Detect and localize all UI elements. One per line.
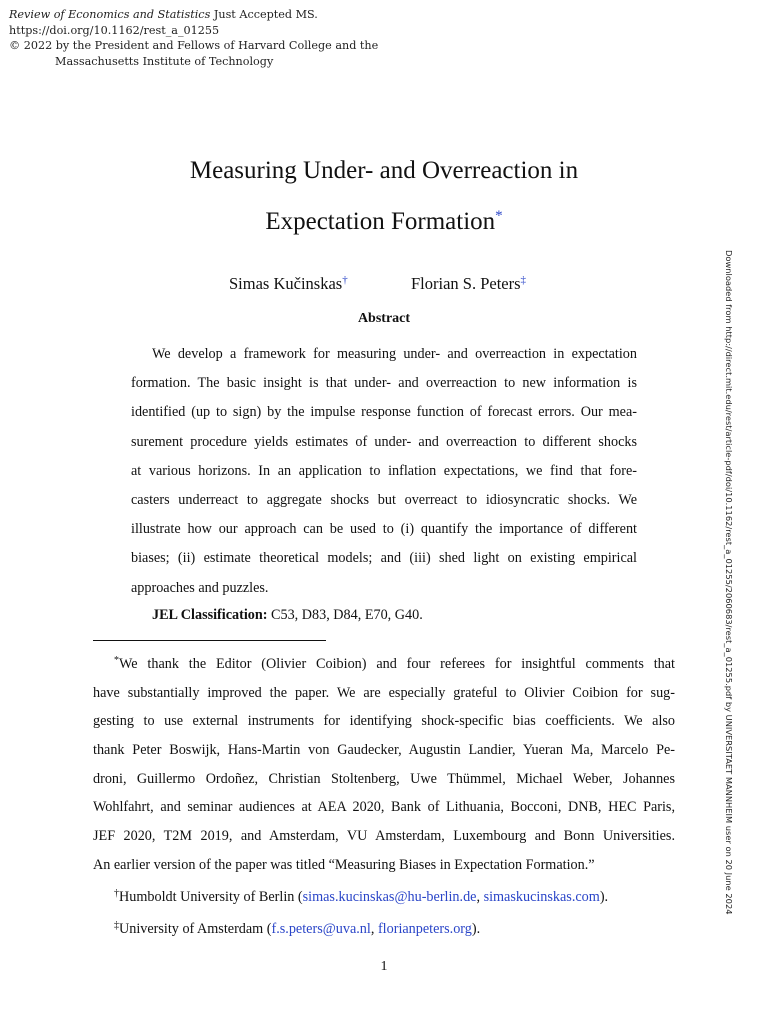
footnote-line: droni, Guillermo Ordoñez, Christian Stoltenberg, Uwe Thümmel, Michael Weber, Johannes	[93, 770, 675, 787]
author-footnote-mark[interactable]: ‡	[520, 274, 527, 286]
website-link[interactable]: simaskucinskas.com	[483, 889, 600, 905]
affiliation-2	[114, 919, 480, 939]
doi-link[interactable]: https://doi.org/10.1162/rest_a_01255	[9, 23, 220, 37]
footnote-line: thank Peter Boswijk, Hans-Martin von Gaudecker, Augustin Landier, Yueran Ma, Marcelo Pe-	[93, 742, 675, 759]
separator: ,	[370, 921, 378, 937]
abstract-line: We develop a framework for measuring under- and overreaction in expectation	[152, 346, 637, 362]
abstract-line: casters underreact to aggregate shocks but overreact to idiosyncratic shocks. We	[131, 491, 637, 508]
affiliation-institution: Humboldt University of Berlin (	[119, 889, 303, 905]
author-name: Florian S. Peters	[411, 274, 521, 293]
manuscript-status: Just Accepted MS.	[213, 8, 318, 21]
abstract-body	[131, 340, 637, 603]
separator: ,	[476, 889, 484, 905]
footnote-line: JEF 2020, T2M 2019, and Amsterdam, VU Amsterdam, Luxembourg and Bonn Universities.	[93, 828, 675, 845]
affiliation-institution: University of Amsterdam (	[119, 921, 272, 937]
jel-label: JEL Classification:	[152, 607, 268, 623]
footnote-line-text: We thank the Editor (Olivier Coibion) and four referees for insightful comments that	[119, 656, 675, 672]
journal-name: Review of Economics and Statistics	[9, 8, 211, 21]
copyright-line-1: © 2022 by the President and Fellows of Harvard College and the	[9, 39, 379, 52]
footnote-line: gesting to use external instruments for identifying shock-specific bias coefficients. We also	[93, 713, 675, 730]
footnote-line: Wohlfahrt, and seminar audiences at AEA 2020, Bank of Lithuania, Bocconi, DNB, HEC Paris,	[93, 799, 675, 816]
page-number: 1	[380, 959, 388, 974]
abstract-heading: Abstract	[357, 311, 411, 326]
copyright-line-2: Massachusetts Institute of Technology	[55, 54, 274, 68]
author-2	[411, 273, 526, 295]
abstract-line: at various horizons. In an application to inflation expectations, we find that fore-	[131, 462, 637, 479]
download-watermark-text: Downloaded from http://direct.mit.edu/rest/article-pdf/doi/10.1162/rest_a_01255/2060683/rest_a_01255.pdf by UNIVERSITAET MANNHEIM user on 20 June 2024	[724, 250, 734, 915]
affiliation-mark: †	[114, 888, 119, 899]
author-name: Simas Kučinskas	[229, 274, 343, 293]
footnote-mark: *	[114, 655, 119, 666]
footnote-line: have substantially improved the paper. We are especially grateful to Olivier Coibion for sug-	[93, 684, 675, 701]
jel-codes: C53, D83, D84, E70, G40.	[271, 607, 423, 623]
abstract-line: biases; (ii) estimate theoretical models; and (iii) shed light on existing empirical	[131, 550, 637, 567]
closing: ).	[599, 889, 609, 905]
abstract-line: approaches and puzzles.	[131, 579, 269, 596]
abstract-line: formation. The basic insight is that under- and overreaction to new information is	[131, 375, 637, 392]
paper-title-line-1: Measuring Under- and Overreaction in	[189, 157, 579, 184]
author-footnote-mark[interactable]: †	[342, 274, 348, 286]
abstract-line: identified (up to sign) by the impulse response function of forecast errors. Our mea-	[131, 404, 637, 421]
jel-classification	[152, 605, 423, 625]
website-link[interactable]: florianpeters.org	[377, 921, 472, 937]
email-link[interactable]: f.s.peters@uva.nl	[271, 921, 371, 937]
paper-title-text: Expectation Formation	[265, 208, 496, 235]
footnote-divider	[93, 640, 326, 641]
author-1	[229, 273, 348, 295]
journal-line	[9, 7, 378, 23]
journal-header	[9, 7, 378, 69]
abstract-line: surement procedure yields estimates of under- and overreaction to different shocks	[131, 433, 637, 450]
download-watermark	[724, 250, 747, 915]
footnote-line	[93, 650, 675, 679]
affiliation-mark: ‡	[114, 920, 119, 931]
acknowledgement-footnote	[93, 650, 675, 880]
abstract-line: illustrate how our approach can be used to (i) quantify the importance of different	[131, 521, 637, 538]
affiliation-1	[114, 887, 608, 907]
closing: ).	[471, 921, 481, 937]
footnote-line: An earlier version of the paper was titled “Measuring Biases in Expectation Formation.”	[93, 856, 595, 873]
paper-title-line-2	[0, 207, 768, 237]
title-footnote-mark[interactable]: *	[495, 208, 503, 224]
email-link[interactable]: simas.kucinskas@hu-berlin.de	[302, 889, 477, 905]
